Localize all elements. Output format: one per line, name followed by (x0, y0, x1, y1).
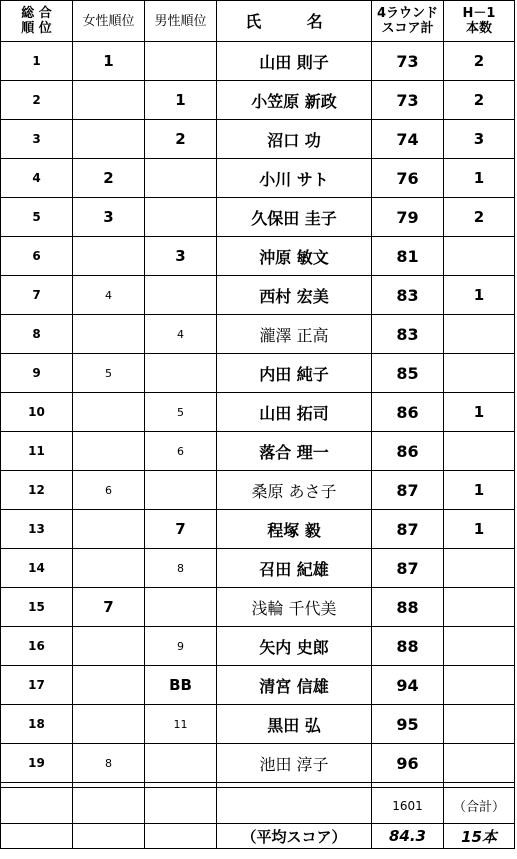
table-row (1, 549, 515, 588)
player-name: 沖原 敏文 (217, 237, 372, 276)
h1-count (444, 432, 515, 471)
male-rank (145, 354, 217, 393)
h1-count (444, 744, 515, 783)
male-rank: BB (145, 666, 217, 705)
female-rank (73, 705, 145, 744)
score-total: 73 (372, 42, 444, 81)
player-name: 召田 紀雄 (217, 549, 372, 588)
player-name: 落合 理一 (217, 432, 372, 471)
h1-count (444, 705, 515, 744)
header-h1-line2: 本数 (465, 21, 492, 36)
player-name: 矢内 史郎 (217, 627, 372, 666)
score-total: 76 (372, 159, 444, 198)
h1-count: 2 (444, 198, 515, 237)
h1-count: 1 (444, 393, 515, 432)
overall-rank: 9 (1, 354, 73, 393)
male-rank: 3 (145, 237, 217, 276)
overall-rank: 19 (1, 744, 73, 783)
player-name: 小川 サト (217, 159, 372, 198)
h1-count: 2 (444, 42, 515, 81)
overall-rank: 8 (1, 315, 73, 354)
player-name: 池田 淳子 (217, 744, 372, 783)
overall-rank: 3 (1, 120, 73, 159)
h1-count: 1 (444, 510, 515, 549)
player-name: 程塚 毅 (217, 510, 372, 549)
total-row (1, 788, 515, 824)
male-rank (145, 744, 217, 783)
h1-count (444, 354, 515, 393)
male-rank (145, 276, 217, 315)
table-row (1, 120, 515, 159)
male-rank: 6 (145, 432, 217, 471)
male-rank (145, 471, 217, 510)
overall-rank: 16 (1, 627, 73, 666)
player-name: 黒田 弘 (217, 705, 372, 744)
score-total: 87 (372, 510, 444, 549)
female-rank (73, 81, 145, 120)
player-name: 山田 拓司 (217, 393, 372, 432)
player-name: 西村 宏美 (217, 276, 372, 315)
table-row (1, 198, 515, 237)
overall-rank: 18 (1, 705, 73, 744)
header-h1-line1: H－1 (462, 6, 496, 21)
table-row (1, 81, 515, 120)
female-rank (73, 510, 145, 549)
header-row (1, 1, 515, 42)
score-total: 85 (372, 354, 444, 393)
table-row (1, 627, 515, 666)
male-rank: 9 (145, 627, 217, 666)
player-name: 浅輪 千代美 (217, 588, 372, 627)
h1-count: 2 (444, 81, 515, 120)
score-total: 83 (372, 276, 444, 315)
average-score: 84.3 (372, 824, 444, 849)
overall-rank: 11 (1, 432, 73, 471)
player-name: 瀧澤 正高 (217, 315, 372, 354)
score-total: 95 (372, 705, 444, 744)
table-row (1, 588, 515, 627)
score-total: 87 (372, 549, 444, 588)
header-h1 (444, 1, 515, 42)
score-total: 79 (372, 198, 444, 237)
female-rank (73, 315, 145, 354)
female-rank (73, 549, 145, 588)
female-rank: 8 (73, 744, 145, 783)
h1-count (444, 549, 515, 588)
table-row (1, 471, 515, 510)
table-row (1, 354, 515, 393)
overall-rank: 15 (1, 588, 73, 627)
female-rank (73, 120, 145, 159)
overall-rank: 13 (1, 510, 73, 549)
header-name: 氏 名 (217, 1, 372, 42)
player-name: 清宮 信雄 (217, 666, 372, 705)
h1-total: 15本 (444, 824, 515, 849)
table-row (1, 159, 515, 198)
h1-count: 1 (444, 159, 515, 198)
h1-count (444, 588, 515, 627)
header-female-rank: 女性順位 (73, 1, 145, 42)
header-overall-rank-line2: 順 位 (21, 21, 52, 36)
overall-rank: 5 (1, 198, 73, 237)
h1-count (444, 315, 515, 354)
player-name: 内田 純子 (217, 354, 372, 393)
h1-count: 3 (444, 120, 515, 159)
score-total: 86 (372, 432, 444, 471)
score-total: 88 (372, 588, 444, 627)
total-tag: （合計） (444, 788, 515, 824)
male-rank (145, 42, 217, 81)
overall-rank: 1 (1, 42, 73, 81)
female-rank (73, 432, 145, 471)
male-rank (145, 159, 217, 198)
header-overall-rank-line1: 総 合 (21, 6, 52, 21)
overall-rank: 10 (1, 393, 73, 432)
male-rank: 5 (145, 393, 217, 432)
male-rank: 8 (145, 549, 217, 588)
table-row (1, 276, 515, 315)
overall-rank: 4 (1, 159, 73, 198)
female-rank: 1 (73, 42, 145, 81)
male-rank (145, 198, 217, 237)
header-score-line1: 4ラウンド (376, 6, 439, 21)
overall-rank: 7 (1, 276, 73, 315)
overall-rank: 14 (1, 549, 73, 588)
male-rank (145, 588, 217, 627)
score-total: 86 (372, 393, 444, 432)
player-name: 沼口 功 (217, 120, 372, 159)
table-row (1, 432, 515, 471)
player-name: 山田 則子 (217, 42, 372, 81)
table-row (1, 393, 515, 432)
score-total: 74 (372, 120, 444, 159)
player-name: 桑原 あさ子 (217, 471, 372, 510)
table-row (1, 744, 515, 783)
average-label: （平均スコア） (217, 824, 372, 849)
header-score (372, 1, 444, 42)
female-rank: 6 (73, 471, 145, 510)
table-row (1, 705, 515, 744)
total-score: 1601 (372, 788, 444, 824)
player-name: 小笠原 新政 (217, 81, 372, 120)
overall-rank: 12 (1, 471, 73, 510)
female-rank (73, 393, 145, 432)
female-rank: 2 (73, 159, 145, 198)
table-row (1, 666, 515, 705)
score-total: 83 (372, 315, 444, 354)
h1-count: 1 (444, 471, 515, 510)
female-rank: 5 (73, 354, 145, 393)
h1-count: 1 (444, 276, 515, 315)
header-male-rank: 男性順位 (145, 1, 217, 42)
female-rank: 7 (73, 588, 145, 627)
female-rank: 4 (73, 276, 145, 315)
overall-rank: 6 (1, 237, 73, 276)
female-rank (73, 627, 145, 666)
score-total: 73 (372, 81, 444, 120)
overall-rank: 2 (1, 81, 73, 120)
score-total: 94 (372, 666, 444, 705)
header-overall-rank (1, 1, 73, 42)
h1-count (444, 666, 515, 705)
female-rank (73, 666, 145, 705)
table-row (1, 237, 515, 276)
h1-count (444, 237, 515, 276)
score-total: 88 (372, 627, 444, 666)
male-rank: 2 (145, 120, 217, 159)
header-score-line2: スコア計 (381, 21, 434, 36)
male-rank: 4 (145, 315, 217, 354)
h1-count (444, 627, 515, 666)
male-rank: 1 (145, 81, 217, 120)
overall-rank: 17 (1, 666, 73, 705)
male-rank: 7 (145, 510, 217, 549)
table-row (1, 42, 515, 81)
female-rank: 3 (73, 198, 145, 237)
average-row (1, 824, 515, 849)
male-rank: 11 (145, 705, 217, 744)
player-name: 久保田 圭子 (217, 198, 372, 237)
score-total: 96 (372, 744, 444, 783)
score-total: 81 (372, 237, 444, 276)
female-rank (73, 237, 145, 276)
table-row (1, 315, 515, 354)
table-row (1, 510, 515, 549)
score-total: 87 (372, 471, 444, 510)
